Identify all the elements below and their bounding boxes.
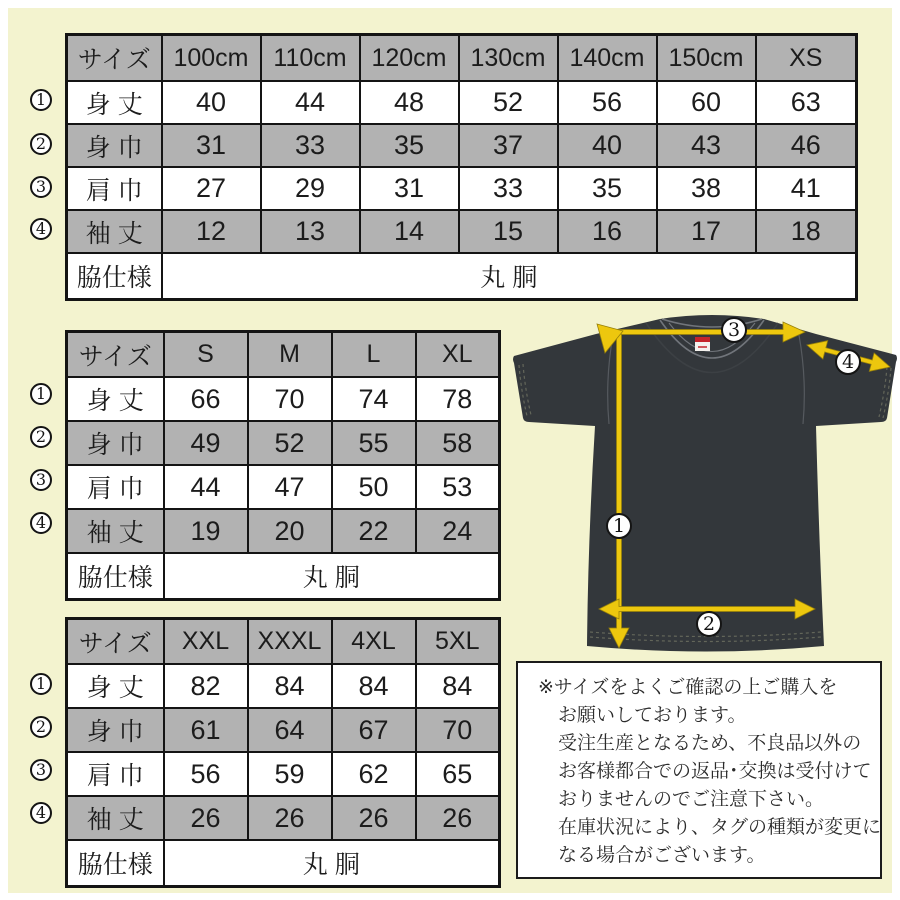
plus-size-table: [65, 617, 501, 888]
measure-value-cell: 84: [248, 664, 332, 708]
notice-line: お客様都合での返品･交換は受付けて: [558, 761, 872, 782]
measure-label-cell: 身 巾: [67, 124, 162, 167]
size-header-cell: L: [332, 332, 416, 378]
notice-line: なる場合がございます。: [558, 845, 766, 866]
table-row: [67, 752, 500, 796]
table-row: [67, 210, 857, 253]
measure-value-cell: 31: [360, 167, 459, 210]
measure-value-cell: 13: [261, 210, 360, 253]
measure-value-cell: 35: [558, 167, 657, 210]
size-header-cell: 120cm: [360, 35, 459, 82]
measure-value-cell: 67: [332, 708, 416, 752]
measure-value-cell: 52: [459, 81, 558, 124]
kids-row-marker-3: 3: [30, 176, 52, 198]
measure-label-cell: 肩 巾: [67, 752, 164, 796]
notice-line: おりませんのでご注意下さい。: [558, 789, 825, 810]
measure-value-cell: 61: [164, 708, 248, 752]
measure-value-cell: 31: [162, 124, 261, 167]
side-spec-label: 脇仕様: [67, 840, 164, 887]
adult-size-table: [65, 330, 501, 601]
size-header-cell: XL: [416, 332, 500, 378]
table-row: [67, 167, 857, 210]
measure-value-cell: 24: [416, 509, 500, 553]
kids-row-marker-2: 2: [30, 133, 52, 155]
size-header-cell: サイズ: [67, 332, 164, 378]
measure-value-cell: 26: [248, 796, 332, 840]
measure-value-cell: 84: [416, 664, 500, 708]
measure-value-cell: 16: [558, 210, 657, 253]
measure-value-cell: 60: [657, 81, 756, 124]
diagram-marker-1: 1: [606, 513, 632, 539]
measure-value-cell: 53: [416, 465, 500, 509]
kids-row-marker-4: 4: [30, 218, 52, 240]
purchase-notice-box: [516, 661, 882, 879]
measure-label-cell: 身 丈: [67, 81, 162, 124]
measure-label-cell: 袖 丈: [67, 509, 164, 553]
measure-value-cell: 14: [360, 210, 459, 253]
kids-size-table: [65, 33, 858, 301]
table-row: [67, 377, 500, 421]
side-spec-label: 脇仕様: [67, 253, 162, 300]
side-spec-row: [67, 840, 500, 887]
measure-value-cell: 70: [248, 377, 332, 421]
adult-row-marker-1: 1: [30, 383, 52, 405]
measure-value-cell: 33: [261, 124, 360, 167]
measure-value-cell: 62: [332, 752, 416, 796]
table-row: [67, 509, 500, 553]
size-header-cell: 100cm: [162, 35, 261, 82]
adult-header-row: [67, 332, 500, 378]
measure-value-cell: 27: [162, 167, 261, 210]
measure-value-cell: 46: [756, 124, 857, 167]
table-row: [67, 465, 500, 509]
side-spec-value: 丸 胴: [164, 553, 500, 600]
size-header-cell: 130cm: [459, 35, 558, 82]
measure-value-cell: 82: [164, 664, 248, 708]
measure-value-cell: 66: [164, 377, 248, 421]
table-row: [67, 421, 500, 465]
notice-line: 在庫状況により、タグの種類が変更に: [558, 817, 882, 838]
size-header-cell: 140cm: [558, 35, 657, 82]
measure-value-cell: 74: [332, 377, 416, 421]
measure-value-cell: 41: [756, 167, 857, 210]
measure-value-cell: 35: [360, 124, 459, 167]
adult-row-marker-3: 3: [30, 469, 52, 491]
measure-value-cell: 22: [332, 509, 416, 553]
size-header-cell: 5XL: [416, 619, 500, 665]
measure-value-cell: 84: [332, 664, 416, 708]
size-header-cell: S: [164, 332, 248, 378]
adult-row-marker-2: 2: [30, 426, 52, 448]
measure-label-cell: 袖 丈: [67, 796, 164, 840]
brand-tag: [695, 337, 710, 351]
plus-row-marker-1: 1: [30, 673, 52, 695]
table-row: [67, 796, 500, 840]
table-row: [67, 664, 500, 708]
measure-value-cell: 19: [164, 509, 248, 553]
measure-value-cell: 56: [164, 752, 248, 796]
measure-value-cell: 65: [416, 752, 500, 796]
table-row: [67, 708, 500, 752]
measure-value-cell: 37: [459, 124, 558, 167]
measure-value-cell: 70: [416, 708, 500, 752]
kids-row-marker-1: 1: [30, 89, 52, 111]
measure-value-cell: 26: [164, 796, 248, 840]
adult-row-marker-4: 4: [30, 512, 52, 534]
measure-label-cell: 袖 丈: [67, 210, 162, 253]
size-header-cell: M: [248, 332, 332, 378]
measure-label-cell: 肩 巾: [67, 465, 164, 509]
measure-value-cell: 26: [416, 796, 500, 840]
measure-value-cell: 59: [248, 752, 332, 796]
measure-value-cell: 64: [248, 708, 332, 752]
measure-value-cell: 12: [162, 210, 261, 253]
measure-value-cell: 26: [332, 796, 416, 840]
size-header-cell: 150cm: [657, 35, 756, 82]
table-row: [67, 124, 857, 167]
measure-value-cell: 78: [416, 377, 500, 421]
measure-value-cell: 29: [261, 167, 360, 210]
measure-value-cell: 63: [756, 81, 857, 124]
diagram-marker-3: 3: [721, 317, 747, 343]
measure-value-cell: 52: [248, 421, 332, 465]
side-spec-label: 脇仕様: [67, 553, 164, 600]
plus-row-marker-3: 3: [30, 759, 52, 781]
size-header-cell: XXL: [164, 619, 248, 665]
measure-value-cell: 20: [248, 509, 332, 553]
size-header-cell: XS: [756, 35, 857, 82]
measure-value-cell: 43: [657, 124, 756, 167]
measure-value-cell: 18: [756, 210, 857, 253]
measure-value-cell: 48: [360, 81, 459, 124]
side-spec-row: [67, 553, 500, 600]
measure-value-cell: 15: [459, 210, 558, 253]
notice-line: 受注生産となるため、不良品以外の: [558, 733, 862, 754]
size-header-cell: 110cm: [261, 35, 360, 82]
measure-value-cell: 58: [416, 421, 500, 465]
plus-row-marker-4: 4: [30, 802, 52, 824]
measure-value-cell: 44: [261, 81, 360, 124]
measure-value-cell: 55: [332, 421, 416, 465]
plus-row-marker-2: 2: [30, 716, 52, 738]
measure-value-cell: 56: [558, 81, 657, 124]
size-header-cell: XXXL: [248, 619, 332, 665]
diagram-marker-4: 4: [835, 349, 861, 375]
measure-value-cell: 44: [164, 465, 248, 509]
size-header-cell: サイズ: [67, 619, 164, 665]
side-spec-row: [67, 253, 857, 300]
measure-value-cell: 17: [657, 210, 756, 253]
measure-label-cell: 身 巾: [67, 708, 164, 752]
plus-header-row: [67, 619, 500, 665]
measure-value-cell: 50: [332, 465, 416, 509]
notice-line: お願いしております。: [558, 705, 747, 726]
measure-value-cell: 38: [657, 167, 756, 210]
diagram-marker-2: 2: [696, 611, 722, 637]
measure-value-cell: 33: [459, 167, 558, 210]
measure-label-cell: 身 丈: [67, 664, 164, 708]
size-header-cell: 4XL: [332, 619, 416, 665]
kids-header-row: [67, 35, 857, 82]
notice-line: ※サイズをよくご確認の上ご購入を: [538, 677, 838, 698]
measure-label-cell: 身 巾: [67, 421, 164, 465]
measure-value-cell: 49: [164, 421, 248, 465]
size-header-cell: サイズ: [67, 35, 162, 82]
measure-label-cell: 身 丈: [67, 377, 164, 421]
table-row: [67, 81, 857, 124]
side-spec-value: 丸 胴: [162, 253, 857, 300]
side-spec-value: 丸 胴: [164, 840, 500, 887]
measure-value-cell: 47: [248, 465, 332, 509]
measure-label-cell: 肩 巾: [67, 167, 162, 210]
measure-value-cell: 40: [162, 81, 261, 124]
measure-value-cell: 40: [558, 124, 657, 167]
